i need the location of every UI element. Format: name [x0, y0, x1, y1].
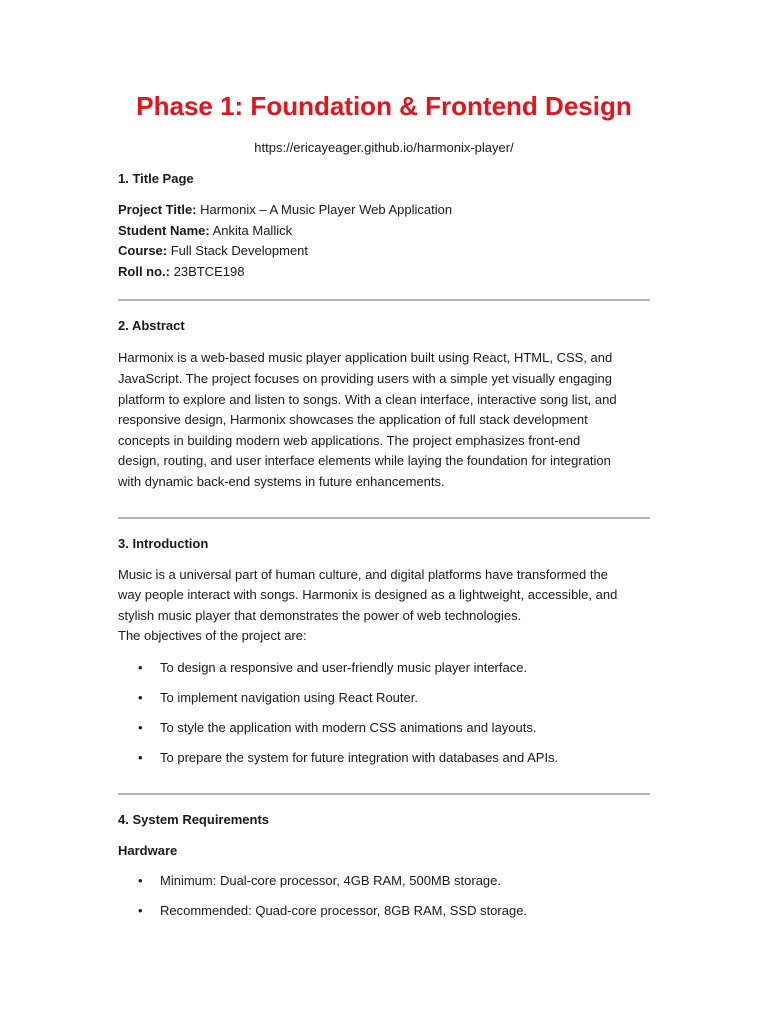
text-line: with dynamic back-end systems in future enhancements. — [118, 473, 445, 489]
hardware-list — [118, 872, 650, 920]
text-line: Harmonix is a web-based music player application built using React, HTML, CSS, and — [118, 350, 613, 366]
project-url[interactable]: https://ericayeager.github.io/harmonix-player/ — [254, 140, 514, 155]
title-page-fields — [118, 200, 650, 282]
list-item: • To prepare the system for future integration with databases and APIs. — [138, 749, 559, 765]
field-label: Project Title: — [118, 202, 197, 217]
field-value: Full Stack Development — [167, 243, 309, 259]
field-value: 23BTCE198 — [170, 263, 245, 279]
text-line: design, routing, and user interface elements while laying the foundation for integration — [118, 453, 611, 469]
text-line: platform to explore and listen to songs. With a clean interface, interactive song list, and — [118, 391, 617, 407]
text-line: JavaScript. The project focuses on providing users with a simple yet visually engaging — [118, 370, 613, 386]
introduction-paragraph — [118, 565, 650, 647]
bullet-icon: • — [138, 872, 143, 888]
field-label: Student Name: — [118, 222, 210, 238]
field-project-title — [118, 200, 650, 221]
field-label: Roll no.: — [118, 263, 170, 279]
list-item: • To design a responsive and user-friendly music player interface. — [138, 659, 528, 675]
field-course — [118, 241, 650, 262]
field-label: Course: — [118, 243, 168, 259]
text-line: stylish music player that demonstrates the power of web technologies. — [118, 607, 522, 623]
text-line: concepts in building modern web applications. The project emphasizes front-end — [118, 432, 581, 448]
field-value: Ankita Mallick — [209, 222, 293, 238]
section-heading-system-requirements: 4. System Requirements — [118, 811, 270, 827]
bullet-icon: • — [138, 719, 143, 735]
document-title: Phase 1: Foundation & Frontend Design — [136, 91, 632, 121]
bullet-icon: • — [138, 659, 143, 675]
abstract-paragraph — [118, 348, 650, 492]
field-student-name — [118, 221, 650, 242]
text-line: Music is a universal part of human culture, and digital platforms have transformed the — [118, 566, 608, 582]
section-heading-introduction: 3. Introduction — [118, 535, 209, 551]
list-item: • To style the application with modern CSS animations and layouts. — [138, 719, 537, 735]
subheading-hardware: Hardware — [118, 842, 178, 858]
list-item: • Recommended: Quad-core processor, 8GB RAM, SSD storage. — [138, 902, 528, 918]
text-line: way people interact with songs. Harmonix is designed as a lightweight, accessible, and — [118, 587, 618, 603]
field-value: Harmonix – A Music Player Web Application — [196, 202, 453, 217]
section-heading-abstract: 2. Abstract — [118, 318, 185, 334]
field-roll-no — [118, 262, 650, 283]
text-line: responsive design, Harmonix showcases the application of full stack development — [118, 412, 588, 428]
list-item: • To implement navigation using React Router. — [138, 689, 418, 705]
list-item: • Minimum: Dual-core processor, 4GB RAM, 500MB storage. — [138, 872, 502, 888]
bullet-icon: • — [138, 749, 143, 765]
bullet-icon: • — [138, 689, 143, 705]
text-line: The objectives of the project are: — [118, 628, 307, 644]
section-heading-title-page: 1. Title Page — [118, 171, 194, 186]
objectives-list — [118, 659, 650, 767]
bullet-icon: • — [138, 902, 143, 918]
